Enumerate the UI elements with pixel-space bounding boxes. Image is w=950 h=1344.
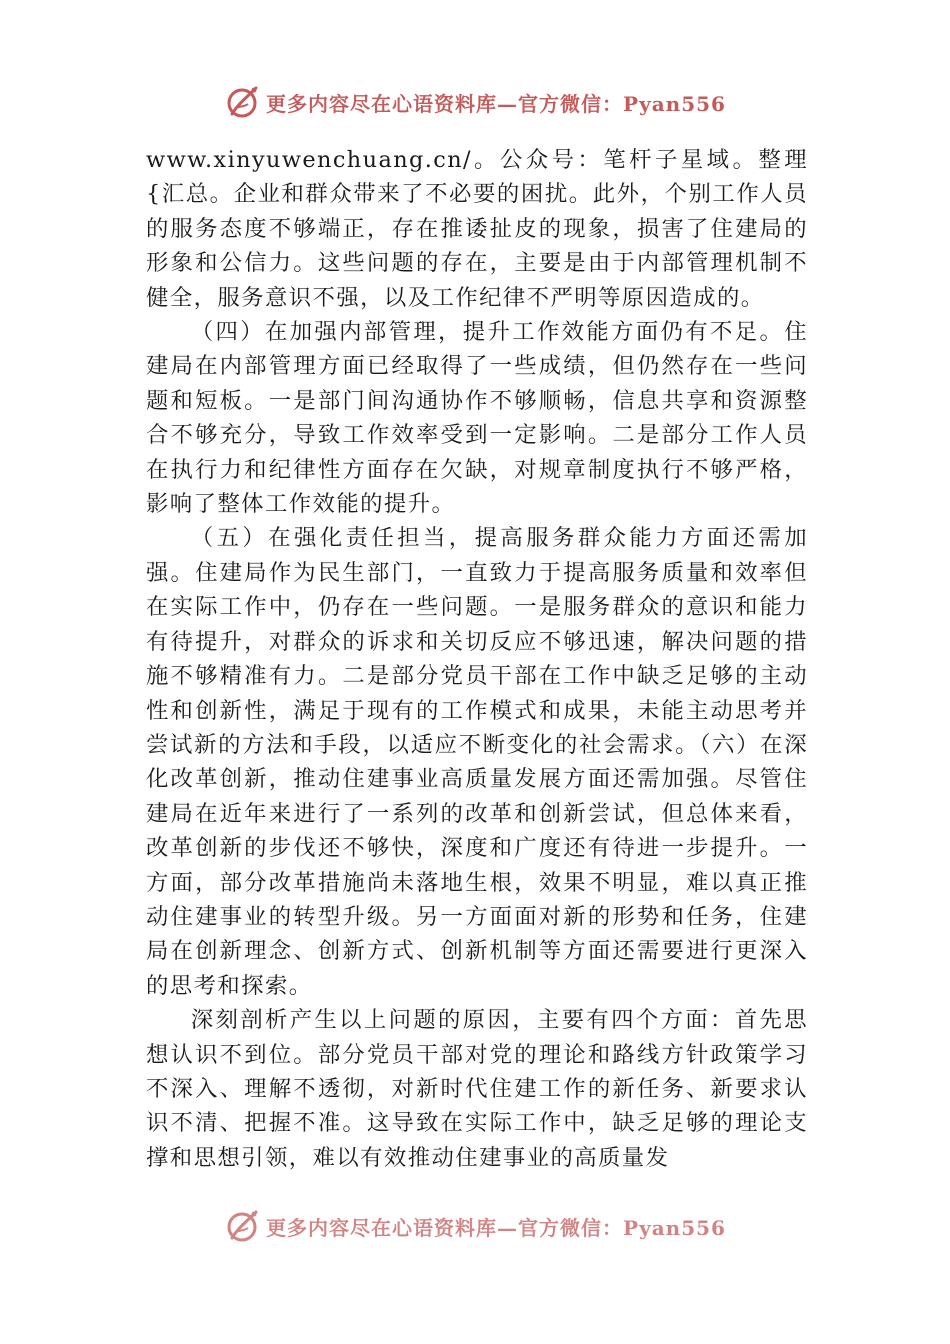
paragraph: www.xinyuwenchuang.cn/。公众号：笔杆子星域。整理{汇总。企业和群众带来了不必要的困扰。此外，个别工作人员的服务态度不够端正，存在推诿扯皮的现象，损害了住建局的形象和公信力。这些问题的存在，主要是由于内部管理机制不健全，服务意识不强，以及工作纪律不严明等原因造成的。 — [146, 147, 808, 311]
paragraph: （四）在加强内部管理，提升工作效能方面仍有不足。住建局在内部管理方面已经取得了一些成绩，但仍然存在一些问题和短板。一是部门间沟通协作不够顺畅，信息共享和资源整合不够充分，导致工作效率受到一定影响。二是部分工作人员在执行力和纪律性方面存在欠缺，对规章制度执行不够严格，影响了整体工作效能的提升。 — [146, 319, 808, 518]
footer-watermark — [0, 1206, 950, 1246]
paragraph: 深刻剖析产生以上问题的原因，主要有四个方面：首先思想认识不到位。部分党员干部对党的理论和路线方针政策学习不深入、理解不透彻，对新时代住建工作的新任务、新要求认识不清、把握不准。这导致在实际工作中，缺乏足够的理论支撑和思想引领，难以有效推动住建事业的高质量发 — [146, 1007, 808, 1171]
brush-logo-icon — [224, 1208, 260, 1244]
watermark-text: 更多内容尽在心语资料库—官方微信：Pyan556 — [266, 91, 726, 116]
document-body — [146, 143, 808, 1175]
paragraph: （五）在强化责任担当，提高服务群众能力方面还需加强。住建局作为民生部门，一直致力于提高服务质量和效率但在实际工作中，仍存在一些问题。一是服务群众的意识和能力有待提升，对群众的诉求和关切反应不够迅速，解决问题的措施不够精准有力。二是部分党员干部在工作中缺乏足够的主动性和创新性，满足于现有的工作模式和成果，未能主动思考并尝试新的方法和手段，以适应不断变化的社会需求。（六）在深化改革创新，推动住建事业高质量发展方面还需加强。尽管住建局在近年来进行了一系列的改革和创新尝试，但总体来看，改革创新的步伐还不够快，深度和广度还有待进一步提升。一方面，部分改革措施尚未落地生根，效果不明显，难以真正推动住建事业的转型升级。另一方面面对新的形势和任务，住建局在创新理念、创新方式、创新机制等方面还需要进行更深入的思考和探索。 — [146, 525, 808, 999]
watermark-text: 更多内容尽在心语资料库—官方微信：Pyan556 — [266, 1215, 726, 1240]
